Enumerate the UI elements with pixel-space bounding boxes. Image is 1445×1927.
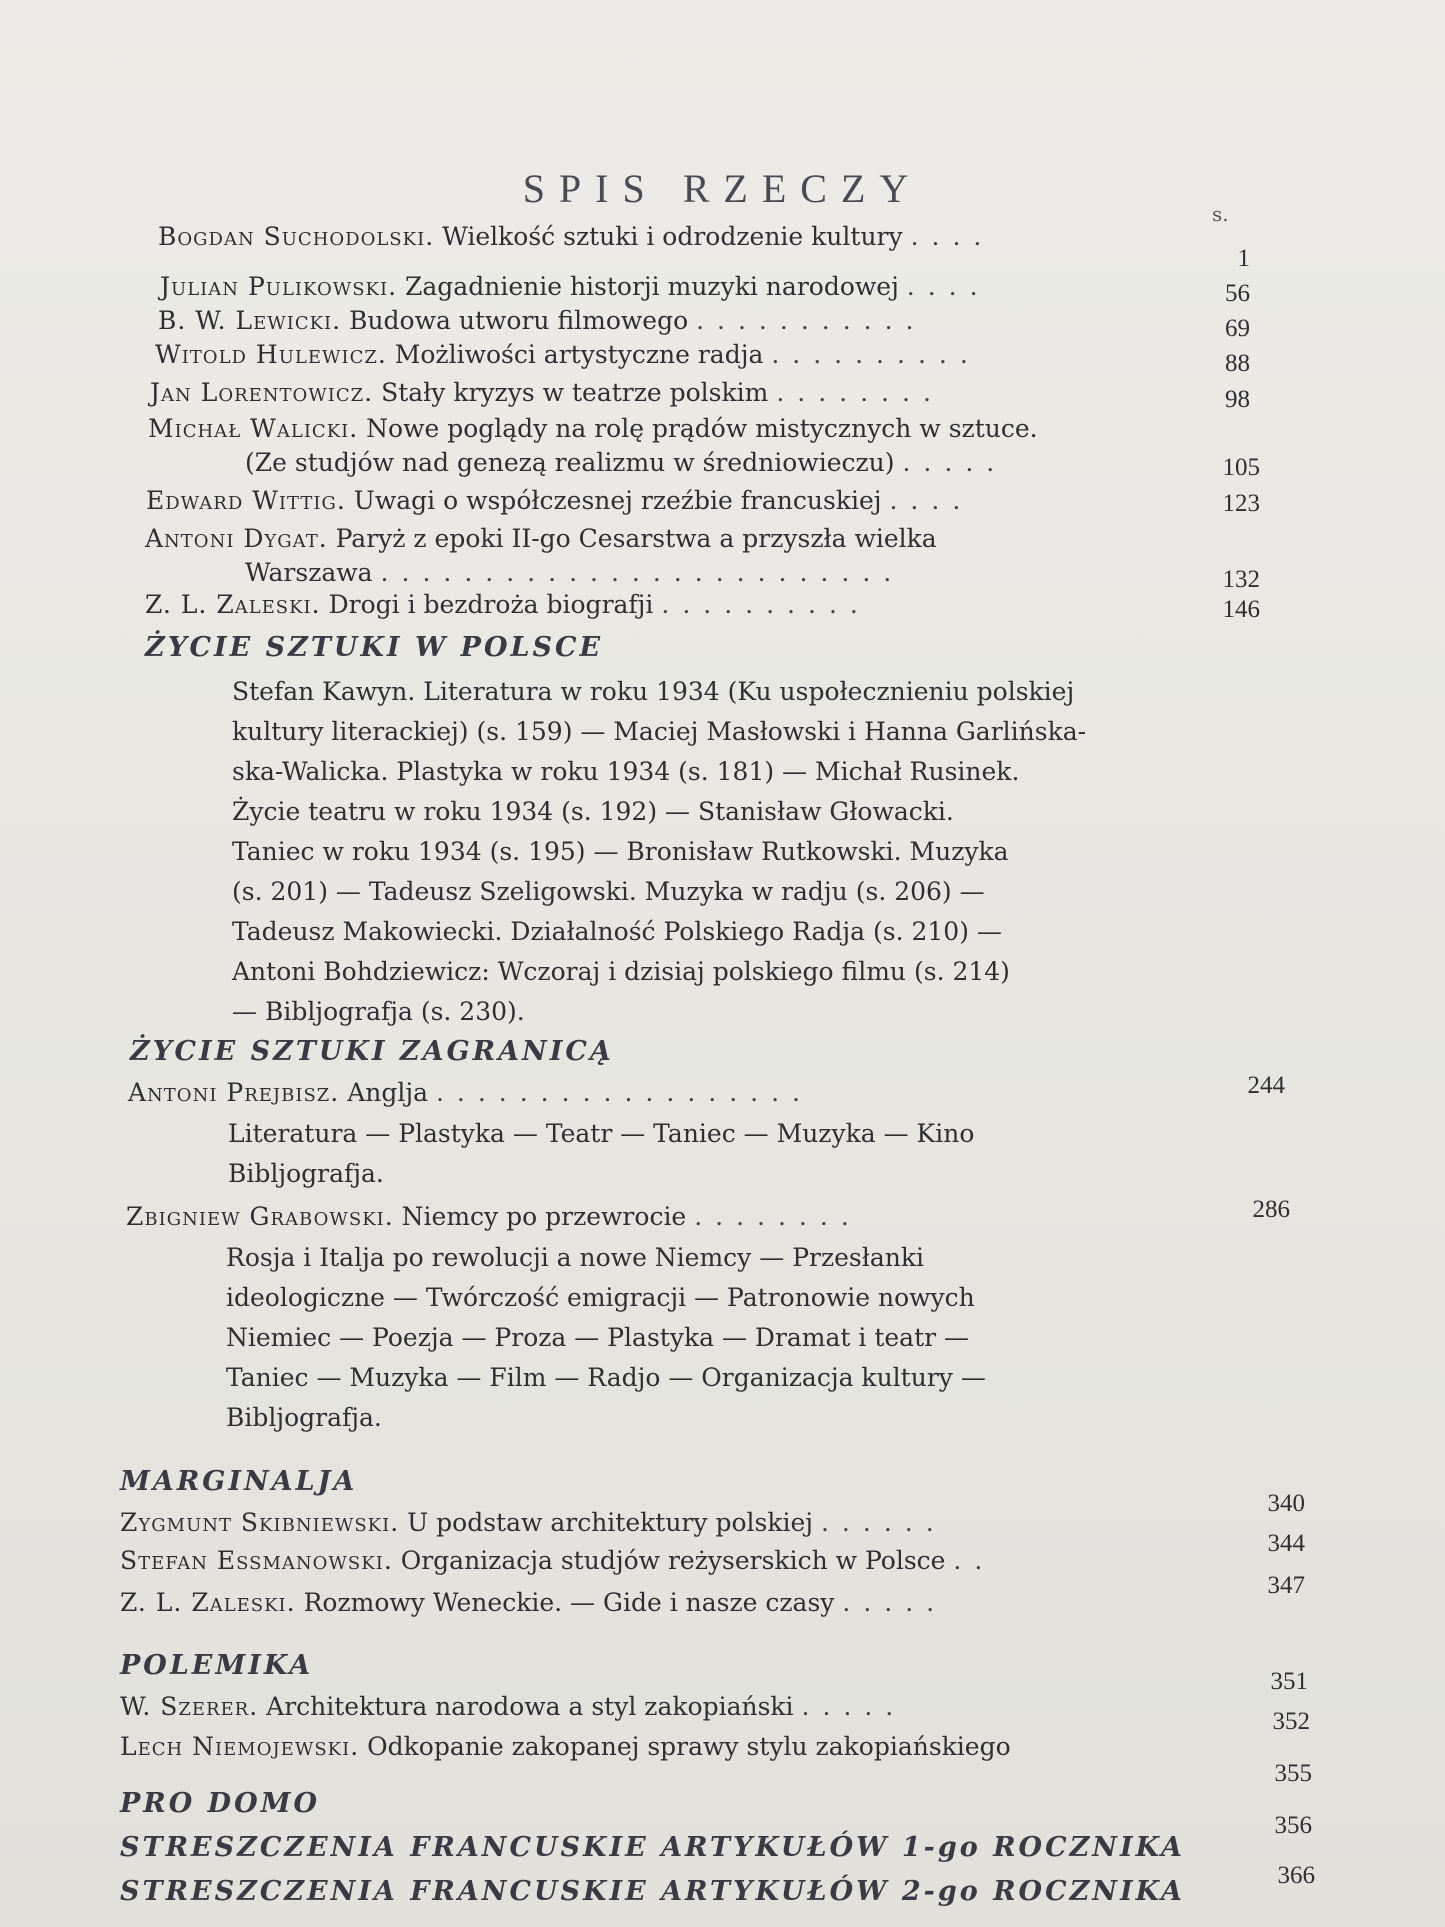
body-line: — Bibljografja (s. 230). (232, 997, 525, 1026)
entry-title: Budowa utworu filmowego (349, 306, 689, 335)
section-heading-zagranica: ŻYCIE SZTUKI ZAGRANICĄ (130, 1036, 614, 1067)
toc-entry (158, 222, 994, 251)
body-line: Bibljografja. (228, 1159, 384, 1188)
entry-author: Zygmunt Skibniewski. (120, 1508, 400, 1537)
entry-page: 356 (1274, 1812, 1312, 1839)
entry-title: Rozmowy Weneckie. — Gide i nasze czasy (303, 1588, 835, 1617)
entry-title: Wielkość sztuki i odrodzenie kultury (442, 222, 903, 251)
entry-page: 132 (1222, 566, 1260, 593)
entry-page: 1 (1237, 245, 1250, 272)
toc-entry (120, 1732, 1011, 1761)
entry-page: 244 (1247, 1072, 1285, 1099)
toc-entry (126, 1202, 862, 1231)
leader-dots: ........ (776, 378, 944, 407)
body-line: Bibljografja. (226, 1403, 382, 1432)
entry-page: 286 (1252, 1196, 1290, 1223)
leader-dots: ..... (842, 1588, 948, 1617)
toc-entry (120, 1508, 947, 1537)
entry-author: Zbigniew Grabowski. (126, 1202, 394, 1231)
entry-title-continued: Warszawa (245, 558, 373, 587)
leader-dots: .... (906, 272, 991, 301)
section-heading-polska: ŻYCIE SZTUKI W POLSCE (145, 632, 604, 663)
entry-page: 351 (1270, 1668, 1308, 1695)
entry-page: 344 (1267, 1530, 1305, 1557)
entry-page: 123 (1222, 490, 1260, 517)
leader-dots: .......... (661, 590, 871, 619)
body-line: Rosja i Italja po rewolucji a nowe Niemcy — Przesłanki (226, 1243, 925, 1272)
body-line: (s. 201) — Tadeusz Szeligowski. Muzyka w radju (s. 206) — (232, 877, 985, 906)
entry-author: W. Szerer. (120, 1692, 259, 1721)
toc-entry (146, 486, 973, 515)
toc-entry (158, 306, 927, 335)
entry-page: 355 (1274, 1760, 1312, 1787)
entry-author: Witold Hulewicz. (155, 340, 387, 369)
entry-author: Antoni Prejbisz. (128, 1078, 340, 1107)
entry-page: 98 (1225, 386, 1250, 413)
toc-entry (120, 1692, 906, 1721)
section-heading-polemika: POLEMIKA (120, 1650, 314, 1681)
toc-entry (120, 1588, 947, 1617)
entry-title: Anglja (347, 1078, 428, 1107)
entry-title: Zagadnienie historji muzyki narodowej (405, 272, 899, 301)
entry-page: 56 (1225, 280, 1250, 307)
page-column-marker: s. (1212, 202, 1229, 226)
leader-dots: .. (953, 1546, 996, 1575)
leader-dots: ......................... (380, 558, 905, 587)
entry-author: Antoni Dygat. (145, 524, 328, 553)
entry-page: 347 (1267, 1572, 1305, 1599)
leader-dots: ..... (902, 448, 1008, 477)
entry-author: Edward Wittig. (146, 486, 346, 515)
entry-subtopics (228, 1114, 1168, 1194)
entry-title: Organizacja studjów reżyserskich w Polsce (400, 1546, 946, 1575)
entry-page: 146 (1222, 596, 1260, 623)
body-line: Życie teatru w roku 1934 (s. 192) — Stanisław Głowacki. (232, 797, 954, 826)
entry-page: 340 (1267, 1490, 1305, 1517)
entry-title: U podstaw architektury polskiej (407, 1508, 814, 1537)
entry-author: B. W. Lewicki. (158, 306, 342, 335)
leader-dots: ...... (820, 1508, 947, 1537)
page-title: SPIS RZECZY (522, 166, 923, 211)
body-line: Taniec w roku 1934 (s. 195) — Bronisław Rutkowski. Muzyka (232, 837, 1009, 866)
entry-author: Jan Lorentowicz. (150, 378, 374, 407)
entry-title: Paryż z epoki II-go Cesarstwa a przyszła wielka (335, 524, 937, 553)
toc-entry (155, 340, 981, 369)
toc-entry (145, 524, 937, 553)
body-line: Literatura — Plastyka — Teatr — Taniec — Muzyka — Kino (228, 1119, 975, 1148)
entry-page: 105 (1222, 454, 1260, 481)
toc-entry (148, 414, 1038, 443)
leader-dots: ........ (694, 1202, 862, 1231)
entry-title-continued: (Ze studjów nad genezą realizmu w średniowieczu) (245, 448, 895, 477)
body-line: Niemiec — Poezja — Proza — Plastyka — Dramat i teatr — (226, 1323, 970, 1352)
leader-dots: .......... (771, 340, 981, 369)
entry-page: 366 (1277, 1862, 1315, 1889)
toc-entry (128, 1078, 813, 1107)
entry-title: Architektura narodowa a styl zakopiański (266, 1692, 794, 1721)
leader-dots: .... (910, 222, 995, 251)
entry-title: Nowe poglądy na rolę prądów mistycznych w sztuce. (366, 414, 1038, 443)
entry-title: Stały kryzys w teatrze polskim (381, 378, 769, 407)
body-line: Antoni Bohdziewicz: Wczoraj i dzisiaj polskiego filmu (s. 214) (232, 957, 1010, 986)
entry-page: 352 (1272, 1708, 1310, 1735)
leader-dots: ..... (801, 1692, 907, 1721)
section-heading-streszczenia-2: STRESZCZENIA FRANCUSKIE ARTYKUŁÓW 2-go ROCZNIKA (120, 1876, 1185, 1907)
body-line: Tadeusz Makowiecki. Działalność Polskiego Radja (s. 210) — (232, 917, 1002, 946)
entry-subtopics (226, 1238, 1171, 1438)
toc-entry-continuation (245, 558, 904, 587)
toc-entry (150, 378, 944, 407)
body-line: kultury literackiej) (s. 159) — Maciej Masłowski i Hanna Garlińska- (232, 717, 1087, 746)
entry-author: Michał Walicki. (148, 414, 359, 443)
entry-author: Bogdan Suchodolski. (158, 222, 435, 251)
entry-title: Drogi i bezdroża biografji (328, 590, 654, 619)
entry-author: Z. L. Zaleski. (120, 1588, 296, 1617)
section-polska-body (232, 672, 1152, 1032)
leader-dots: .................. (435, 1078, 813, 1107)
entry-title: Uwagi o współczesnej rzeźbie francuskiej (353, 486, 882, 515)
toc-entry (120, 1546, 995, 1575)
entry-page: 88 (1225, 350, 1250, 377)
entry-page: 69 (1225, 315, 1250, 342)
section-heading-pro-domo: PRO DOMO (120, 1788, 321, 1819)
body-line: ska-Walicka. Plastyka w roku 1934 (s. 181) — Michał Rusinek. (232, 757, 1020, 786)
section-heading-marginalja: MARGINALJA (120, 1466, 358, 1497)
entry-author: Z. L. Zaleski. (145, 590, 321, 619)
entry-title: Niemcy po przewrocie (401, 1202, 687, 1231)
leader-dots: ........... (696, 306, 927, 335)
entry-title: Odkopanie zakopanej sprawy stylu zakopiańskiego (367, 1732, 1011, 1761)
body-line: Taniec — Muzyka — Film — Radjo — Organizacja kultury — (226, 1363, 986, 1392)
entry-author: Stefan Essmanowski. (120, 1546, 393, 1575)
leader-dots: .... (889, 486, 974, 515)
toc-entry (160, 272, 991, 301)
body-line: ideologiczne — Twórczość emigracji — Patronowie nowych (226, 1283, 975, 1312)
entry-author: Julian Pulikowski. (160, 272, 398, 301)
section-heading-streszczenia-1: STRESZCZENIA FRANCUSKIE ARTYKUŁÓW 1-go ROCZNIKA (120, 1832, 1185, 1863)
body-line: Stefan Kawyn. Literatura w roku 1934 (Ku uspołecznieniu polskiej (232, 677, 1075, 706)
toc-entry (145, 590, 871, 619)
toc-entry-continuation (245, 448, 1007, 477)
entry-author: Lech Niemojewski. (120, 1732, 360, 1761)
entry-title: Możliwości artystyczne radja (394, 340, 764, 369)
